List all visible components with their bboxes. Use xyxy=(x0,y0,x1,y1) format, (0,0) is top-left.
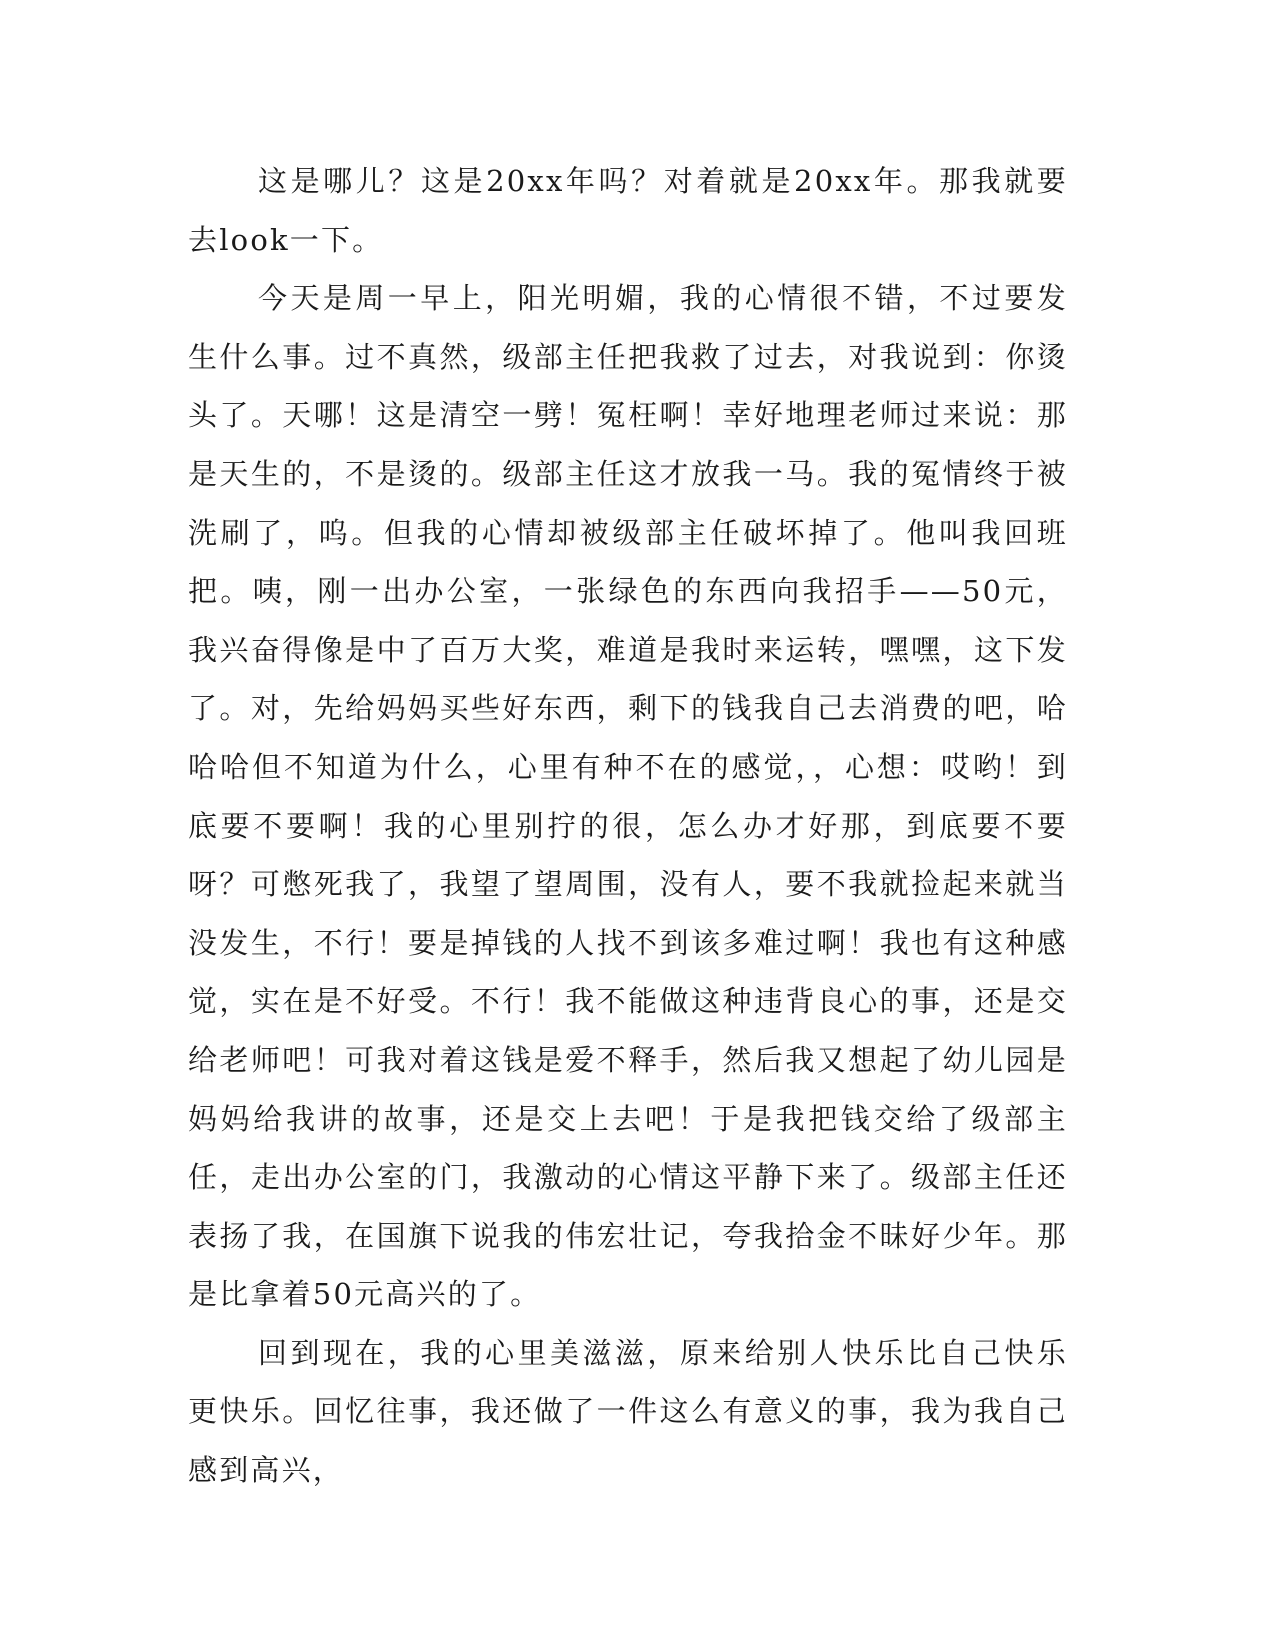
paragraph-1: 这是哪儿？这是20xx年吗？对着就是20xx年。那我就要去look一下。 xyxy=(188,164,1068,257)
document-body xyxy=(188,152,1068,1500)
paragraph-2: 今天是周一早上，阳光明媚，我的心情很不错，不过要发生什么事。过不真然，级部主任把我救了过去，对我说到：你烫头了。天哪！这是清空一劈！冤枉啊！幸好地理老师过来说：那是天生的，不是烫的。级部主任这才放我一马。我的冤情终于被洗刷了，呜。但我的心情却被级部主任破坏掉了。他叫我回班把。咦，刚一出办公室，一张绿色的东西向我招手——50元，我兴奋得像是中了百万大奖，难道是我时来运转，嘿嘿，这下发了。对，先给妈妈买些好东西，剩下的钱我自己去消费的吧，哈哈哈但不知道为什么，心里有种不在的感觉，，心想：哎哟！到底要不要啊！我的心里别拧的很，怎么办才好那，到底要不要呀？可憋死我了，我望了望周围，没有人，要不我就捡起来就当没发生，不行！要是掉钱的人找不到该多难过啊！我也有这种感觉，实在是不好受。不行！我不能做这种违背良心的事，还是交给老师吧！可我对着这钱是爱不释手，然后我又想起了幼儿园是妈妈给我讲的故事，还是交上去吧！于是我把钱交给了级部主任，走出办公室的门，我激动的心情这平静下来了。级部主任还表扬了我，在国旗下说我的伟宏壮记，夸我拾金不昧好少年。那是比拿着50元高兴的了。 xyxy=(188,281,1068,1312)
paragraph-3: 回到现在，我的心里美滋滋，原来给别人快乐比自己快乐更快乐。回忆往事，我还做了一件这么有意义的事，我为我自己感到高兴， xyxy=(188,1335,1068,1488)
